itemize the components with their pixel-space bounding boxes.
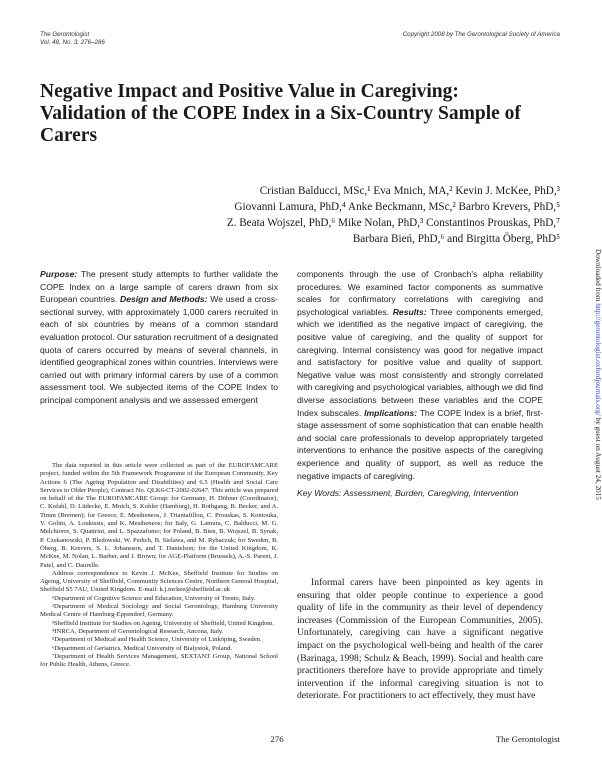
implications-label: Implications: [364,407,418,418]
affiliation: ¹Department of Cognitive Science and Education, University of Trento, Italy. [52,594,256,602]
affiliation: ⁵Department of Medical and Health Science, University of Linköping, Sweden. [52,636,262,644]
page-number: 276 [270,734,284,744]
keywords-text: Assessment, Burden, Caregiving, Intervention [343,488,519,499]
purpose-text: The present study attempts to further validate the COPE Index on a large sample of carers drawn from six European countries. [40,269,278,305]
methods-text-continued: components through the use of Cronbach’s alpha reliability procedures. We examined factor components as summative scales for confirmatory correlations with caregiving and psychological variables. [297,269,543,317]
author-line: Z. Beata Wojszel, PhD,⁶ Mike Nolan, PhD,³ Constantinos Prouskas, PhD,⁷ [226,217,560,229]
journal-name: The Gerontologist [40,31,90,38]
footer-journal-name: The Gerontologist [495,734,560,744]
abstract-left-column [40,268,278,407]
implications-text: The COPE Index is a brief, first-stage assessment of some sophistication that can enable health and social care professionals to develop appropriately targeted interventions to enhance the positive aspects of the caregiving experience and quality of support, as well as reduce the negative impacts of caregiving. [297,407,544,481]
abstract-right-column [297,268,543,500]
intro-paragraph: Informal carers have been pinpointed as key agents in ensuring that older people continue to experience a good quality of life in the community as their level of dependency increases (Commission of the European Communities, 2005). Unfortunately, caregiving can have a significant negative impact on the psychological well-being and health of the carer (Barinaga, 1998; Schulz & Beach, 1999). Social and health care practitioners therefore have to provide appropriate and timely intervention if the informal caregiving situation is not to deteriorate. For practitioners to act effectively, they must have [297,577,543,702]
author-line: Cristian Balducci, MSc,¹ Eva Mnich, MA,² Kevin J. McKee, PhD,³ [259,185,560,197]
footnotes [40,462,278,669]
purpose-label: Purpose: [40,269,78,279]
keywords [297,487,543,500]
affiliation: ³Sheffield Institute for Studies on Ageing, University of Sheffield, United Kingdom. [52,619,275,627]
correspondence-note: Address correspondence to Kevin J. McKee, Sheffield Institute for Studies on Ageing, University of Sheffield, Community Sciences Centre, Northern General Hospital, Sheffield S5 7AU, United Kingdom. E-mail: k.j.mckee@sheffield.ac.uk [40,569,278,594]
body-text [297,577,543,703]
copyright-notice: Copyright 2008 by The Gerontological Society of America [402,31,560,38]
download-prefix: Downloaded from [594,249,602,304]
author-list [60,183,560,247]
keywords-label: Key Words: [297,488,342,499]
author-line: Giovanni Lamura, PhD,⁴ Anke Beckmann, MSc,² Barbro Krevers, PhD,⁵ [234,201,560,213]
volume-info: Vol. 48, No. 3, 276–286 [40,39,105,46]
funding-note: The data reported in this article were collected as part of the EUROFAMCARE project, funded within the 5th Framework Programme of the European Community, Key Actions 6 (The Ageing Population and Disabilities) and 6.5 (Health and Social Care Services to Older People), Contract No. QLK6-CT-2002-02647. This article was prepared on behalf of the The EUROFAMCARE Group: for Germany, H. Döhner (Coordinator), C. Kofahl, D. Lüdecke, E. Mnich, S. Kohler (Hamburg), H. Rothgang, R. Becker, and A. Timm (Bremen); for Greece, E. Mestheneos, J. Triantafillou, C. Prouskas, S. Kontouka, V. Golini, A. Loukissis, and K. Mestheneos; for Italy, G. Lamura, C. Balducci, M. G. Melchiorre, S. Quattrini, and L. Spazzafumo; for Poland, B. Bien, B. Wojszel, B. Synak, P. Czekanowski, P. Bledowski, W. Pedich, B. Sielawa, and M. Rybaczuk; for Sweden, B. Öberg, B. Krevers, S. L. Johansson, and T. Danielson; for the United Kingdom, K. McKee, M. Nolan, L. Barber, and J. Brown; for AGE-Platform (Brussels), A.-S. Parent, J. Patel, and C. Daurelle. [40,462,278,569]
running-header-left [40,31,105,47]
author-line: Barbara Bień, PhD,⁶ and Birgitta Öberg, PhD⁵ [352,233,560,245]
download-link[interactable]: http://gerontologist.oxfordjournals.org/ [594,303,602,416]
affiliation: ⁷Department of Health Services Management, SEXTANT Group, National School for Public Health, Athens, Greece. [40,652,278,669]
affiliation: ²Department of Medical Sociology and Social Gerontology, Hamburg University Medical Centre of Hamburg-Eppendorf, Germany. [40,603,278,619]
results-label: Results: [392,306,427,317]
methods-text: We used a cross-sectional survey, with approximately 1,000 carers recruited in each of six countries by means of a common standard evaluation protocol. Our saturation recruitment of a designated quota of carers occurred by means of several channels, in identified geographical zones within countries. Interviews were carried out with primary informal carers by use of a common assessment tool. We subjected items of the COPE Index to principal component analysis and we assessed emergent [40,294,278,405]
article-title: Negative Impact and Positive Value in Caregiving: Validation of the COPE Index in a Six-Country Sample of Carers [40,81,521,146]
download-notice [594,249,602,500]
methods-label: Design and Methods: [119,294,208,305]
affiliation: ⁶Department of Geriatrics, Medical University of Bialystok, Poland. [52,644,232,652]
affiliation: ⁴INRCA, Department of Gerontological Research, Ancona, Italy. [52,627,224,635]
download-suffix: by guest on August 24, 2015 [594,415,602,500]
results-text: Three components emerged, which we identified as the negative impact of caregiving, the positive value of caregiving, and the quality of support for caregiving. Internal consistency was good for negative impact and satisfactory for positive value and quality of support. Negative value was most consistently and strongly correlated with caregiving and psychological variables, although we did find diverse associations between these variables and the COPE Index subscales. [297,306,544,418]
